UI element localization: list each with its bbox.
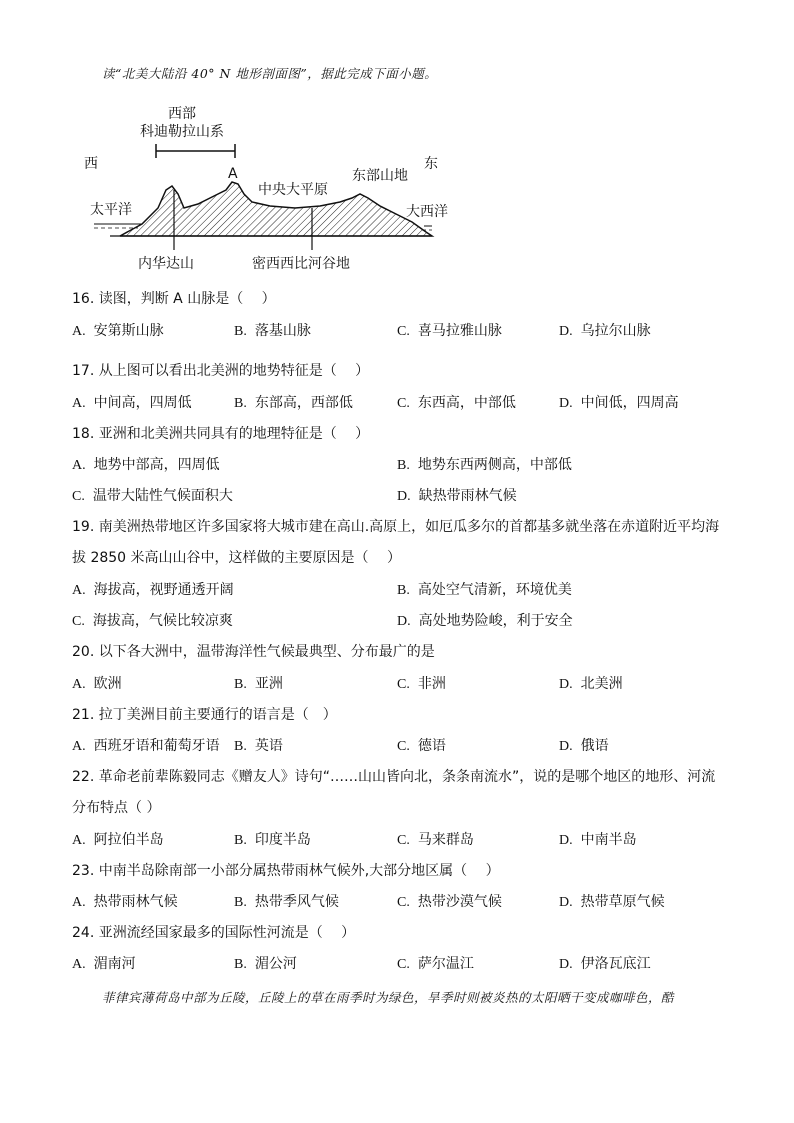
option-16-b[interactable]: B. 落基山脉 [234,323,311,339]
option-16-c[interactable]: C. 喜马拉雅山脉 [397,323,502,339]
option-21-c[interactable]: C. 德语 [397,738,446,754]
question-19-line2: 拔 2850 米高山山谷中，这样做的主要原因是（ ） [72,550,401,566]
option-19-a[interactable]: A. 海拔高，视野通透开阔 [72,582,234,598]
question-18: 18. 亚洲和北美洲共同具有的地理特征是（ ） [72,426,370,442]
option-23-b[interactable]: B. 热带季风气候 [234,894,339,910]
mississippi-valley-label: 密西西比河谷地 [252,256,350,272]
option-17-b[interactable]: B. 东部高，西部低 [234,395,353,411]
option-24-b[interactable]: B. 湄公河 [234,956,297,972]
eastern-mountains-label: 东部山地 [352,168,408,184]
option-22-b[interactable]: B. 印度半岛 [234,832,311,848]
option-18-d[interactable]: D. 缺热带雨林气候 [397,488,517,504]
question-20: 20. 以下各大洲中，温带海洋性气候最典型、分布最广的是 [72,644,435,660]
west-range-label-2: 科迪勒拉山系 [140,124,224,140]
atlantic-label: 大西洋 [406,204,448,220]
option-19-d[interactable]: D. 高处地势险峻，利于安全 [397,613,573,629]
central-plain-label: 中央大平原 [258,182,328,198]
option-23-a[interactable]: A. 热带雨林气候 [72,894,178,910]
terrain-profile-diagram [80,98,448,276]
option-22-c[interactable]: C. 马来群岛 [397,832,474,848]
west-label: 西 [84,156,98,172]
peak-a-label: A [228,166,238,182]
option-17-d[interactable]: D. 中间低，四周高 [559,395,679,411]
option-24-d[interactable]: D. 伊洛瓦底江 [559,956,651,972]
question-23: 23. 中南半岛除南部一小部分属热带雨林气候外,大部分地区属（ ） [72,863,500,879]
question-17: 17. 从上图可以看出北美洲的地势特征是（ ） [72,363,370,379]
option-18-b[interactable]: B. 地势东西两侧高，中部低 [397,457,572,473]
option-20-c[interactable]: C. 非洲 [397,676,446,692]
option-21-d[interactable]: D. 俄语 [559,738,609,754]
option-21-a[interactable]: A. 西班牙语和葡萄牙语 [72,738,220,754]
question-21: 21. 拉丁美洲目前主要通行的语言是（ ） [72,707,337,723]
option-20-d[interactable]: D. 北美洲 [559,676,623,692]
option-19-c[interactable]: C. 海拔高，气候比较凉爽 [72,613,233,629]
sierra-nevada-label: 内华达山 [138,256,194,272]
option-18-c[interactable]: C. 温带大陆性气候面积大 [72,488,233,504]
question-22-line2: 分布特点（ ） [72,800,161,816]
option-23-d[interactable]: D. 热带草原气候 [559,894,665,910]
option-23-c[interactable]: C. 热带沙漠气候 [397,894,502,910]
option-17-c[interactable]: C. 东西高，中部低 [397,395,516,411]
question-24: 24. 亚洲流经国家最多的国际性河流是（ ） [72,925,356,941]
pacific-label: 太平洋 [90,202,132,218]
question-19: 19. 南美洲热带地区许多国家将大城市建在高山.高原上，如厄瓜多尔的首都基多就坐落在赤道附近平均海 [72,519,720,535]
west-range-label-1: 西部 [168,106,196,122]
option-17-a[interactable]: A. 中间高，四周低 [72,395,192,411]
option-19-b[interactable]: B. 高处空气清新，环境优美 [397,582,572,598]
option-20-b[interactable]: B. 亚洲 [234,676,283,692]
question-22: 22. 革命老前辈陈毅同志《赠友人》诗句“……山山皆向北，条条南流水”，说的是哪个地区的地形、河流 [72,769,716,785]
intro-text: 读“北美大陆沿 40° N 地形剖面图”，据此完成下面小题。 [102,66,438,81]
option-16-d[interactable]: D. 乌拉尔山脉 [559,323,651,339]
option-22-a[interactable]: A. 阿拉伯半岛 [72,832,164,848]
east-label: 东 [424,156,438,172]
option-16-a[interactable]: A. 安第斯山脉 [72,323,164,339]
option-20-a[interactable]: A. 欧洲 [72,676,122,692]
option-24-a[interactable]: A. 湄南河 [72,956,136,972]
option-21-b[interactable]: B. 英语 [234,738,283,754]
option-18-a[interactable]: A. 地势中部高，四周低 [72,457,220,473]
footer-passage: 菲律宾薄荷岛中部为丘陵，丘陵上的草在雨季时为绿色，旱季时则被炎热的太阳晒干变成咖啡色，酷 [102,990,675,1005]
option-24-c[interactable]: C. 萨尔温江 [397,956,474,972]
option-22-d[interactable]: D. 中南半岛 [559,832,637,848]
question-16: 16. 读图，判断 A 山脉是（ ） [72,291,276,307]
